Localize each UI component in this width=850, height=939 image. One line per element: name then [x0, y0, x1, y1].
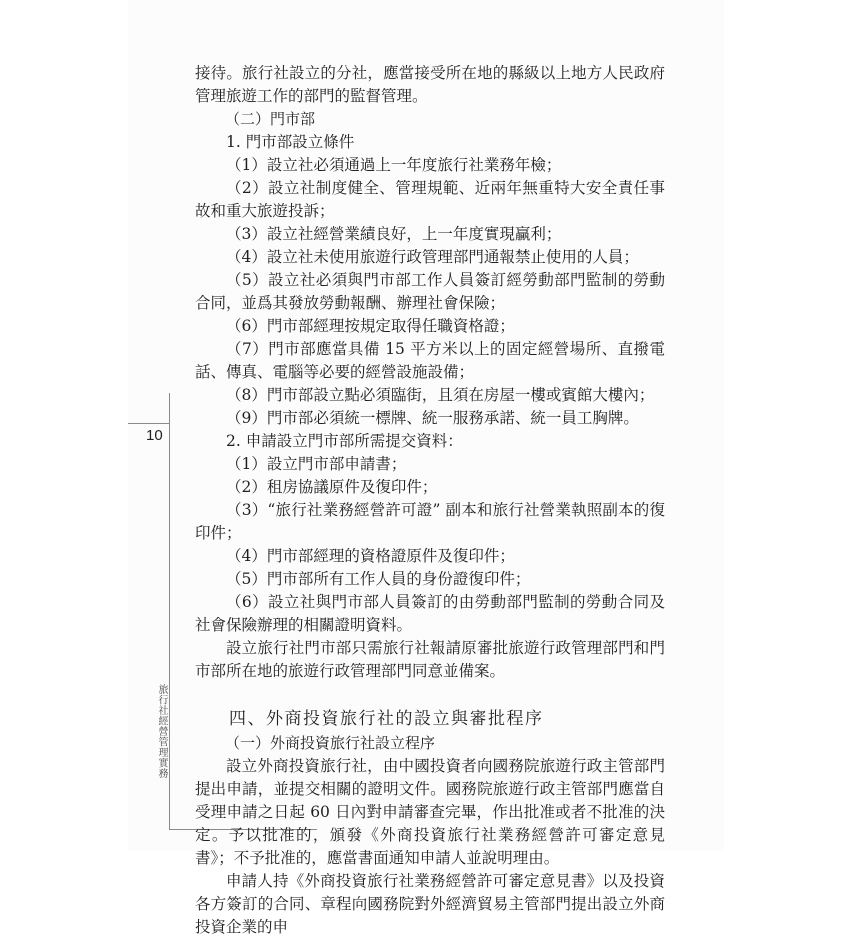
document-item: （3）“旅行社業務經營許可證” 副本和旅行社營業執照副本的復印件；: [195, 501, 665, 542]
item-heading-conditions: 1. 門市部設立條件: [226, 133, 355, 151]
document-item: （1）設立門市部申請書；: [226, 455, 407, 473]
document-item: （5）門市部所有工作人員的身份證復印件；: [226, 570, 531, 588]
item-heading-documents: 2. 申請設立門市部所需提交資料：: [226, 432, 463, 450]
running-title: 旅行社經營管理實務: [156, 684, 167, 779]
condition-item: （7）門市部應當具備 15 平方米以上的固定經營場所、直撥電話、傳真、電腦等必要的經營設施設備；: [195, 340, 665, 381]
subsection-heading-storefront: （二）門市部: [225, 110, 316, 128]
procedure-paragraph: 申請人持《外商投資旅行社業務經營許可審定意見書》以及投資各方簽訂的合同、章程向國務院對外經濟貿易主管部門提出設立外商投資企業的申: [195, 872, 665, 936]
condition-item: （6）門市部經理按規定取得任職資格證；: [226, 317, 515, 335]
procedure-paragraph: 設立外商投資旅行社，由中國投資者向國務院旅遊行政主管部門提出申請，並提交相關的證明文件。國務院旅遊行政主管部門應當自受理申請之日起 60 日內對申請審查完畢，作出批准或者不批准的決定。予以批准的，頒發《外商投資旅行社業務經營許可審定意見書》；不予批准的，應當書面通知申請人並說明理由。: [195, 757, 665, 867]
section-spacer: [195, 683, 665, 706]
condition-item: （9）門市部必須統一標牌、統一服務承諾、統一員工胸牌。: [226, 409, 639, 427]
condition-item: （2）設立社制度健全、管理規範、近兩年無重特大安全責任事故和重大旅遊投訴；: [195, 179, 665, 220]
document-item: （2）租房協議原件及復印件；: [226, 478, 438, 496]
margin-vertical-rule: [169, 393, 170, 830]
filing-paragraph: 設立旅行社門市部只需旅行社報請原審批旅遊行政管理部門和門市部所在地的旅遊行政管理部門同意並備案。: [195, 639, 665, 680]
body-text: [195, 62, 665, 939]
condition-item: （4）設立社未使用旅遊行政管理部門通報禁止使用的人員；: [226, 248, 639, 266]
page-number-rule: [128, 423, 170, 424]
condition-item: （5）設立社必須與門市部工作人員簽訂經勞動部門監制的勞動合同，並爲其發放勞動報酬、辦理社會保險；: [195, 271, 665, 312]
condition-item: （8）門市部設立點必須臨街，且須在房屋一樓或賓館大樓內；: [226, 386, 655, 404]
section-heading-foreign-investment: 四、外商投資旅行社的設立與審批程序: [229, 709, 544, 729]
condition-item: （1）設立社必須通過上一年度旅行社業務年檢；: [226, 156, 562, 174]
document-item: （4）門市部經理的資格證原件及復印件；: [226, 547, 515, 565]
intro-paragraph: 接待。旅行社設立的分社，應當接受所在地的縣級以上地方人民政府管理旅遊工作的部門的監督管理。: [195, 64, 665, 105]
page-number: 10: [146, 427, 163, 444]
condition-item: （3）設立社經營業績良好，上一年度實現贏利；: [226, 225, 562, 243]
document-item: （6）設立社與門市部人員簽訂的由勞動部門監制的勞動合同及社會保險辦理的相關證明資料。: [195, 593, 665, 634]
subsection-heading-procedure: （一）外商投資旅行社設立程序: [225, 734, 436, 752]
